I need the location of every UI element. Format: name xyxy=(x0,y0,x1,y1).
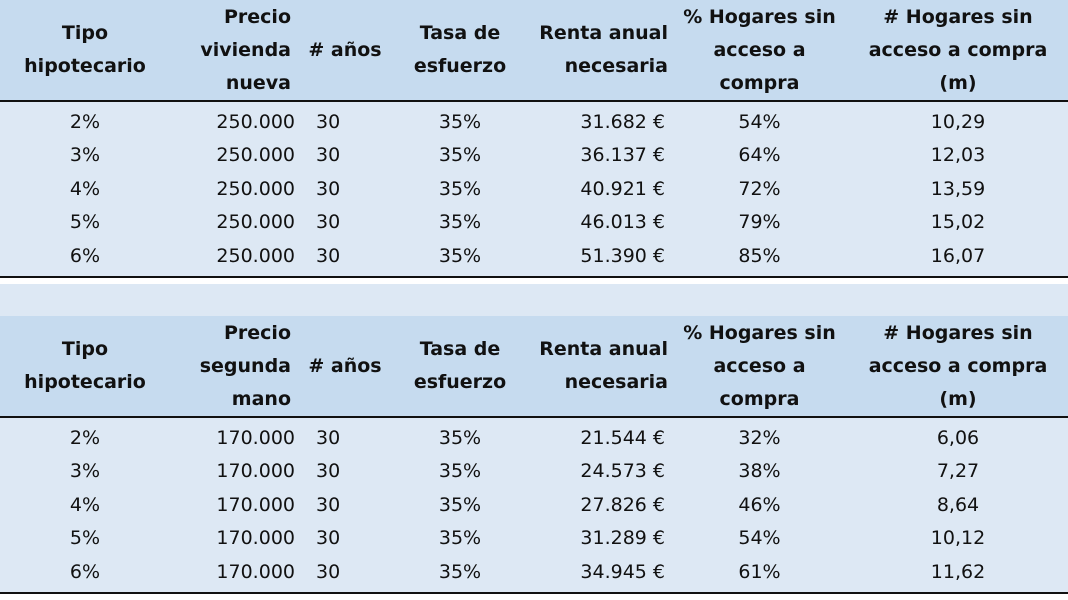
cell-precio: 250.000 xyxy=(216,111,295,133)
table-row xyxy=(0,106,1068,139)
table-row xyxy=(0,455,1068,488)
cell-renta: 24.573 € xyxy=(580,460,665,483)
header-tasa-esfuerzo: Tasa de esfuerzo xyxy=(413,338,507,393)
cell-renta: 36.137 € xyxy=(580,144,665,167)
cell-pct-hogares: 32% xyxy=(738,427,781,449)
cell-tipo: 4% xyxy=(69,177,101,200)
cell-renta: 46.013 € xyxy=(580,211,665,234)
cell-precio: 250.000 xyxy=(216,211,295,234)
cell-precio: 170.000 xyxy=(216,527,295,550)
cell-num-hogares: 15,02 xyxy=(930,211,986,234)
cell-renta: 40.921 € xyxy=(580,177,665,200)
cell-tipo: 5% xyxy=(69,211,101,234)
cell-tipo: 6% xyxy=(69,244,101,267)
table-body xyxy=(0,102,1068,278)
cell-anos: 30 xyxy=(316,177,341,200)
table-row xyxy=(0,422,1068,455)
cell-tasa: 35% xyxy=(438,427,482,449)
cell-num-hogares: 12,03 xyxy=(930,144,986,167)
cell-anos: 30 xyxy=(316,244,341,267)
cell-pct-hogares: 79% xyxy=(738,211,781,234)
cell-num-hogares: 16,07 xyxy=(930,244,986,267)
cell-tasa: 35% xyxy=(438,560,482,583)
cell-pct-hogares: 54% xyxy=(738,111,781,133)
cell-pct-hogares: 85% xyxy=(738,244,781,267)
cell-renta: 31.289 € xyxy=(580,527,665,550)
cell-precio: 170.000 xyxy=(216,427,295,449)
cell-tasa: 35% xyxy=(438,493,482,516)
header-tipo-hipotecario: Tipo hipotecario xyxy=(24,338,146,393)
cell-tipo: 2% xyxy=(69,427,101,449)
cell-renta: 31.682 € xyxy=(580,111,665,133)
cell-renta: 21.544 € xyxy=(580,427,665,449)
cell-num-hogares: 8,64 xyxy=(936,493,980,516)
cell-anos: 30 xyxy=(316,111,341,133)
cell-num-hogares: 10,29 xyxy=(930,111,986,133)
cell-precio: 250.000 xyxy=(216,144,295,167)
table-row xyxy=(0,206,1068,239)
cell-anos: 30 xyxy=(316,144,341,167)
cell-tipo: 3% xyxy=(69,144,101,167)
cell-tasa: 35% xyxy=(438,244,482,267)
header-precio: Precio vivienda nueva xyxy=(200,5,291,94)
header-pct-hogares: % Hogares sin acceso a compra xyxy=(683,5,836,94)
cell-renta: 34.945 € xyxy=(580,560,665,583)
cell-tasa: 35% xyxy=(438,111,482,133)
cell-tipo: 6% xyxy=(69,560,101,583)
cell-renta: 27.826 € xyxy=(580,493,665,516)
cell-precio: 170.000 xyxy=(216,493,295,516)
table-row xyxy=(0,556,1068,589)
table-row xyxy=(0,173,1068,206)
table-row xyxy=(0,139,1068,172)
cell-anos: 30 xyxy=(316,460,341,483)
cell-precio: 250.000 xyxy=(216,244,295,267)
table-header xyxy=(0,316,1068,418)
cell-tasa: 35% xyxy=(438,144,482,167)
table-row xyxy=(0,240,1068,273)
header-tasa-esfuerzo: Tasa de esfuerzo xyxy=(413,22,507,77)
header-num-hogares: # Hogares sin acceso a compra (m) xyxy=(868,5,1048,94)
cell-pct-hogares: 72% xyxy=(738,177,781,200)
cell-tipo: 2% xyxy=(69,111,101,133)
header-anos: # años xyxy=(308,354,382,377)
cell-tasa: 35% xyxy=(438,211,482,234)
header-pct-hogares: % Hogares sin acceso a compra xyxy=(683,321,836,410)
cell-num-hogares: 7,27 xyxy=(936,460,980,483)
table-body xyxy=(0,418,1068,594)
table-new-housing xyxy=(0,0,1068,278)
cell-precio: 170.000 xyxy=(216,460,295,483)
header-renta-anual: Renta anual necesaria xyxy=(539,338,668,393)
cell-anos: 30 xyxy=(316,560,341,583)
cell-num-hogares: 10,12 xyxy=(930,527,986,550)
cell-tasa: 35% xyxy=(438,460,482,483)
cell-pct-hogares: 54% xyxy=(738,527,781,550)
cell-pct-hogares: 38% xyxy=(738,460,781,483)
cell-precio: 170.000 xyxy=(216,560,295,583)
table-row xyxy=(0,489,1068,522)
cell-anos: 30 xyxy=(316,211,341,234)
cell-tipo: 5% xyxy=(69,527,101,550)
cell-anos: 30 xyxy=(316,493,341,516)
header-tipo-hipotecario: Tipo hipotecario xyxy=(24,22,146,77)
cell-tipo: 3% xyxy=(69,460,101,483)
cell-num-hogares: 11,62 xyxy=(930,560,986,583)
cell-anos: 30 xyxy=(316,527,341,550)
cell-pct-hogares: 46% xyxy=(738,493,781,516)
cell-tipo: 4% xyxy=(69,493,101,516)
cell-anos: 30 xyxy=(316,427,341,449)
table-header xyxy=(0,0,1068,102)
cell-pct-hogares: 64% xyxy=(738,144,781,167)
cell-renta: 51.390 € xyxy=(580,244,665,267)
cell-pct-hogares: 61% xyxy=(738,560,781,583)
header-num-hogares: # Hogares sin acceso a compra (m) xyxy=(868,321,1048,410)
cell-precio: 250.000 xyxy=(216,177,295,200)
cell-num-hogares: 13,59 xyxy=(930,177,986,200)
header-precio: Precio segunda mano xyxy=(199,321,291,410)
table-separator xyxy=(0,284,1068,316)
header-anos: # años xyxy=(308,38,382,61)
table-row xyxy=(0,522,1068,555)
table-second-hand-housing xyxy=(0,316,1068,594)
cell-num-hogares: 6,06 xyxy=(936,427,980,449)
header-renta-anual: Renta anual necesaria xyxy=(539,22,668,77)
cell-tasa: 35% xyxy=(438,527,482,550)
cell-tasa: 35% xyxy=(438,177,482,200)
